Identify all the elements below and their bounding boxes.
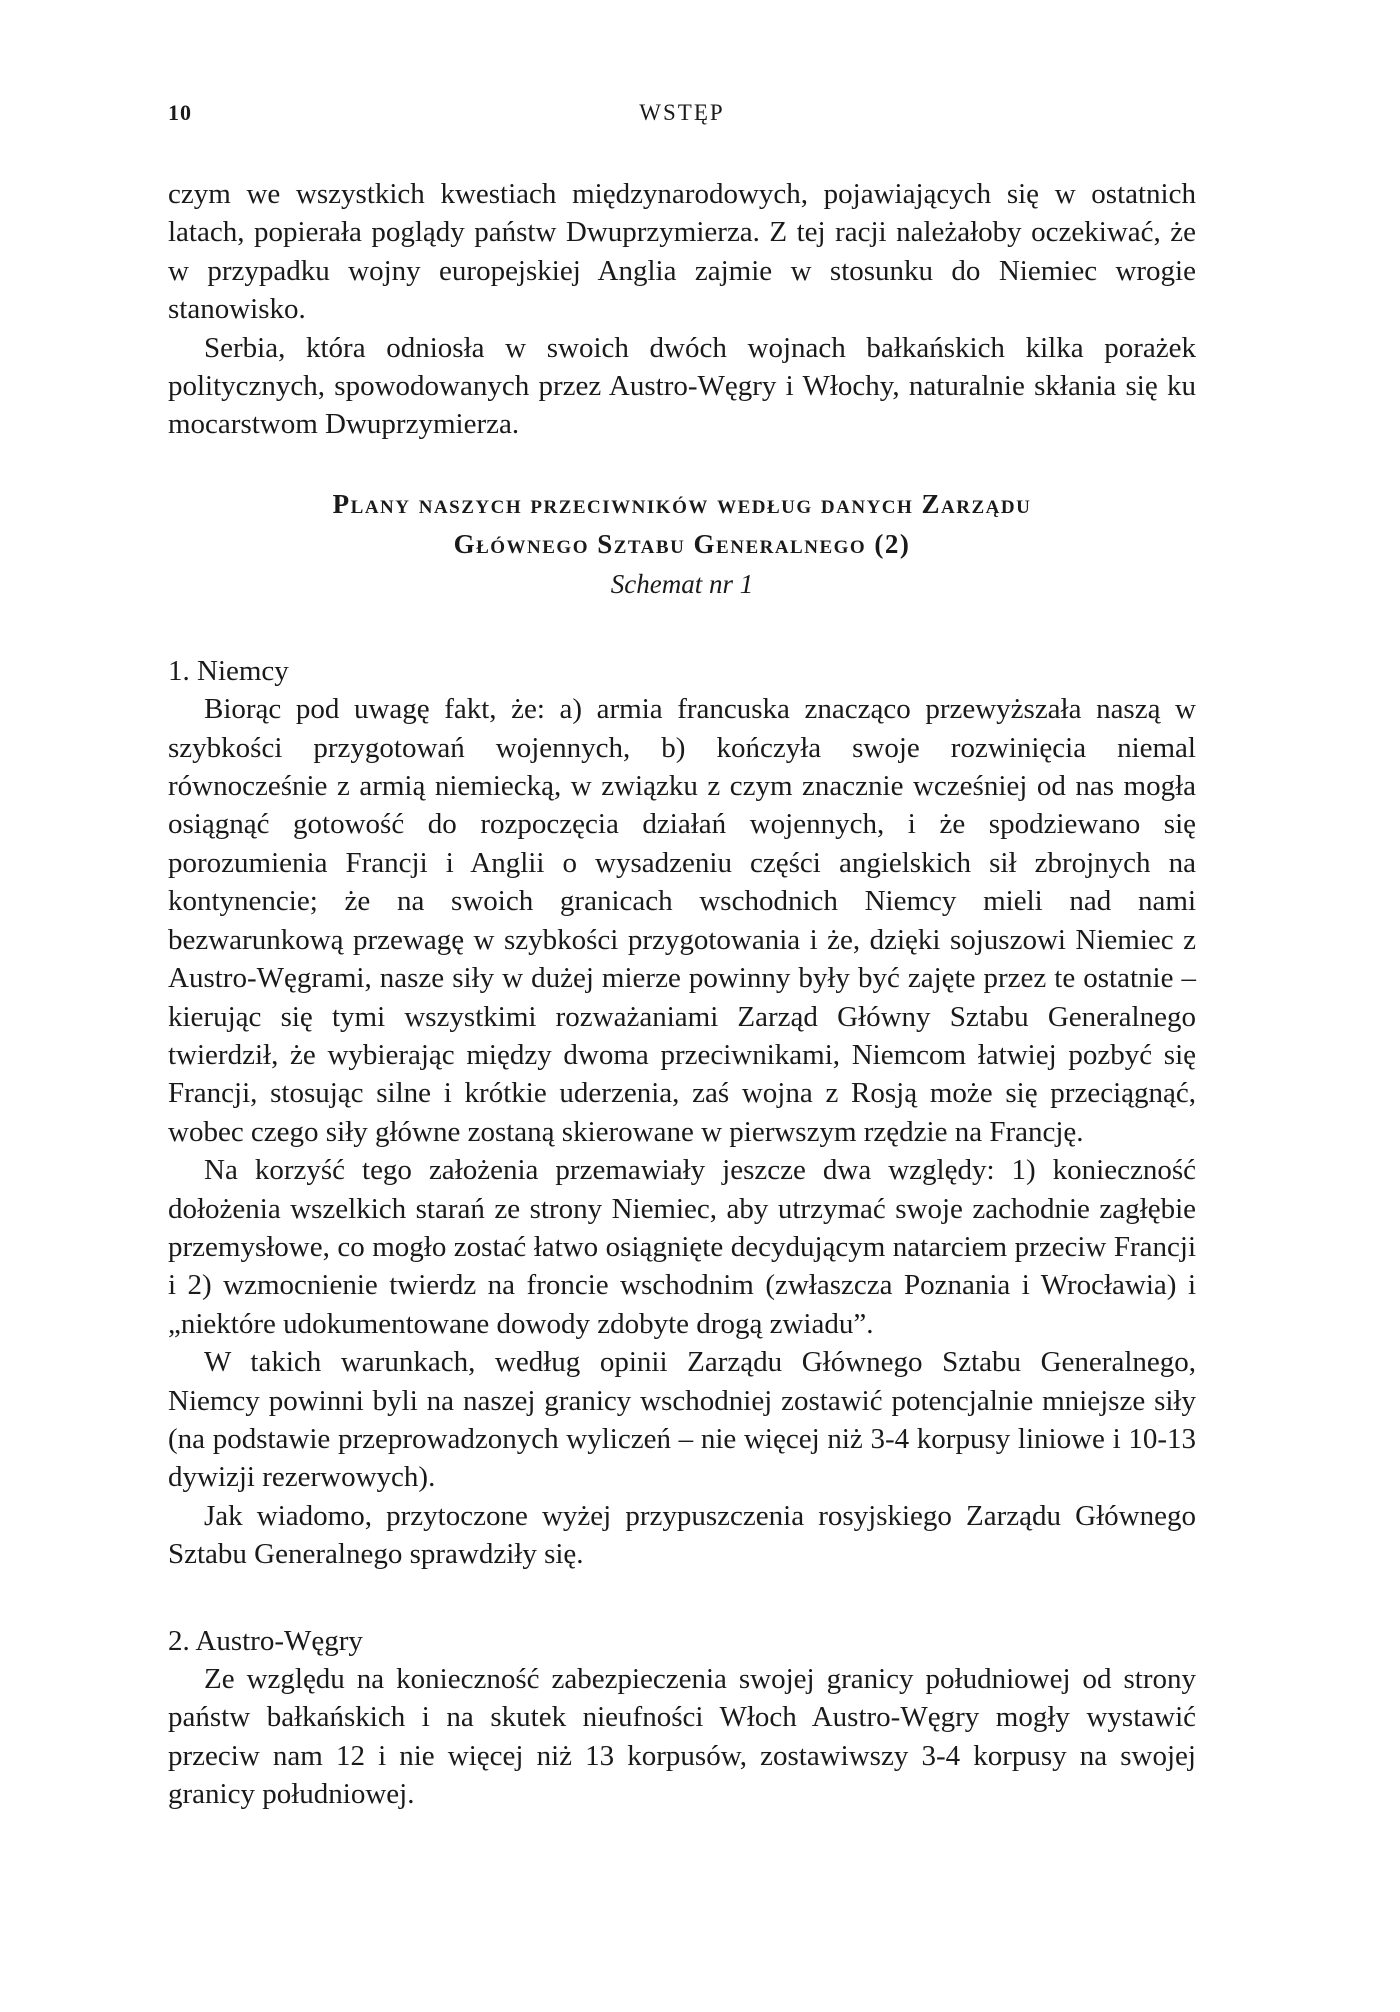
section-heading-line-1: Plany naszych przeciwników według danych Zarządu xyxy=(332,488,1032,519)
germany-paragraph-1: Biorąc pod uwagę fakt, że: a) armia francuska znacząco przewyższała naszą w szybkości przygotowań wojennych, b) kończyła swoje rozwinięcia niemal równocześnie z armią niemiecką, w związku z czym znacznie wcześniej od nas mogła osiągnąć gotowość do rozpoczęcia działań wojennych, i że spodziewano się porozumienia Francji i Anglii o wysadzeniu części angielskich sił zbrojnych na kontynencie; że na swoich granicach wschodnich Niemcy mieli nad nami bezwarunkową przewagę w szybkości przygotowania i że, dzięki sojuszowi Niemiec z Austro-Węgrami, nasze siły w dużej mierze powinny były być zajęte przez te ostatnie – kierując się tymi wszystkimi rozważaniami Zarząd Główny Sztabu Generalnego twierdził, że wybierając między dwoma przeciwnikami, Niemcom łatwiej pozbyć się Francji, stosując silne i krótkie uderzenia, zaś wojna z Rosją może się przeciągnąć, wobec czego siły główne zostaną skierowane w pierwszym rzędzie na Francję. xyxy=(168,693,1196,1148)
subsection-title-austria-hungary: 2. Austro-Węgry xyxy=(168,1624,363,1657)
intro-paragraph-serbia: Serbia, która odniosła w swoich dwóch wojnach bałkańskich kilka porażek politycznych, spowodowanych przez Austro-Węgry i Włochy, naturalnie skłania się ku mocarstwom Dwuprzymierza. xyxy=(168,331,1196,441)
austria-hungary-paragraph-1: Ze względu na konieczność zabezpieczenia swojej granicy południowej od strony państw bałkańskich i na skutek nieufności Włoch Austro-Węgry mogły wystawić przeciw nam 12 i nie więcej niż 13 korpusów, zostawiwszy 3-4 korpusy na swojej granicy południowej. xyxy=(168,1663,1196,1811)
running-title: WSTĘP xyxy=(639,100,725,125)
running-head xyxy=(168,100,1196,136)
section-heading-subtitle: Schemat nr 1 xyxy=(610,568,754,599)
subsection-title-germany: 1. Niemcy xyxy=(168,654,289,687)
section-heading-line-2: Głównego Sztabu Generalnego (2) xyxy=(453,528,911,559)
intro-paragraph-continued: czym we wszystkich kwestiach międzynarodowych, pojawiających się w ostatnich latach, popierała poglądy państw Dwuprzymierza. Z tej racji należałoby oczekiwać, że w przypadku wojny europejskiej Anglia zajmie w stosunku do Niemiec wrogie stanowisko. xyxy=(168,178,1196,326)
page-body xyxy=(168,175,1196,1814)
germany-paragraph-3: W takich warunkach, według opinii Zarządu Głównego Sztabu Generalnego, Niemcy powinni byli na naszej granicy wschodniej zostawić potencjalnie mniejsze siły (na podstawie przeprowadzonych wyliczeń – nie więcej niż 3-4 korpusy liniowe i 10-13 dywizji rezerwowych). xyxy=(168,1346,1196,1494)
page-number: 10 xyxy=(168,100,192,125)
germany-paragraph-2: Na korzyść tego założenia przemawiały jeszcze dwa względy: 1) konieczność dołożenia wszelkich starań ze strony Niemiec, aby utrzymać swoje zachodnie zagłębie przemysłowe, co mogło zostać łatwo osiągnięte decydującym natarciem przeciw Francji i 2) wzmocnienie twierdz na froncie wschodnim (zwłaszcza Poznania i Wrocławia) i „niektóre udokumentowane dowody zdobyte drogą zwiadu”. xyxy=(168,1154,1196,1340)
section-heading xyxy=(168,484,1196,604)
germany-paragraph-4: Jak wiadomo, przytoczone wyżej przypuszczenia rosyjskiego Zarządu Głównego Sztabu Generalnego sprawdziły się. xyxy=(168,1499,1196,1571)
